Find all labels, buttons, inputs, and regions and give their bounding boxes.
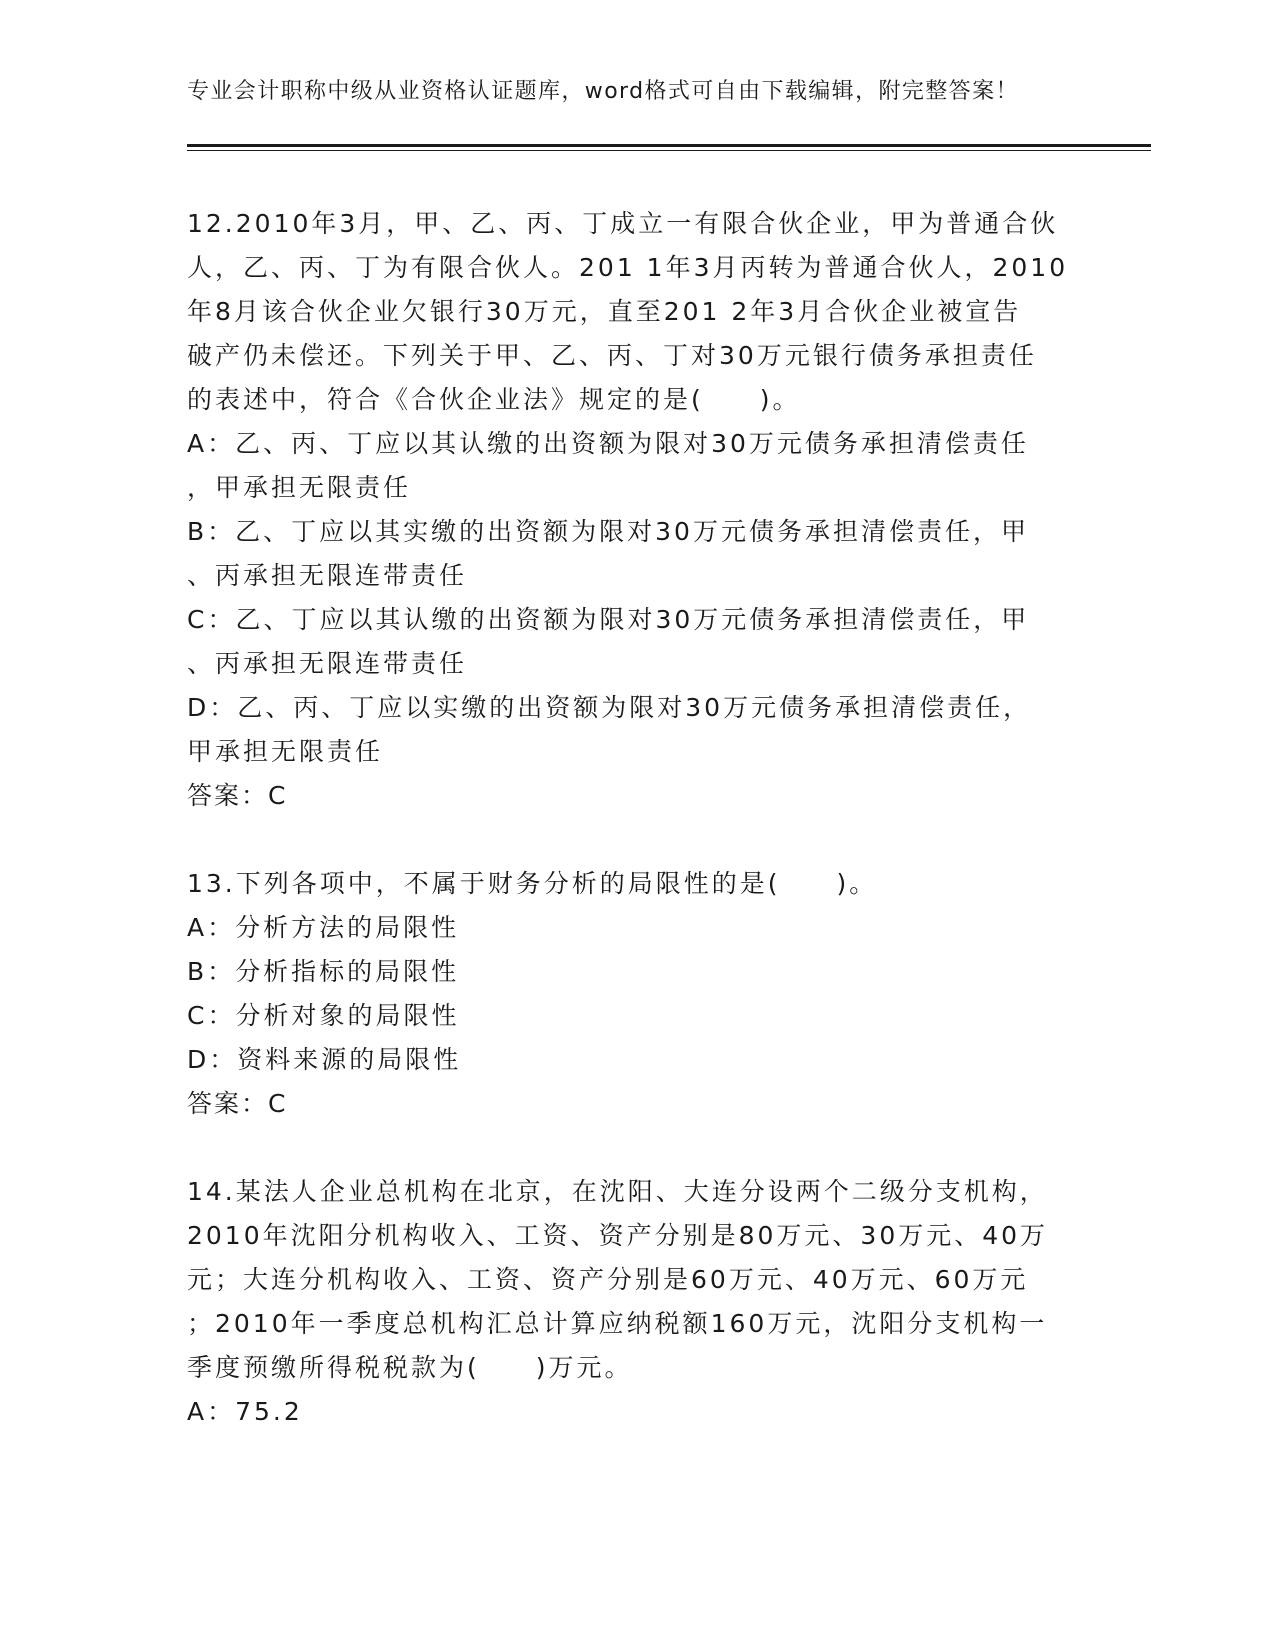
header-rule-thick	[187, 144, 1151, 147]
question-12-option-a-line-1: A：乙、丙、丁应以其认缴的出资额为限对30万元债务承担清偿责任	[187, 429, 1029, 458]
question-12-option-c-line-2: 、丙承担无限连带责任	[187, 649, 468, 678]
question-14-option-a: A：75.2	[187, 1397, 303, 1426]
question-13-answer: 答案：C	[187, 1089, 288, 1118]
question-13-option-c: C：分析对象的局限性	[187, 1001, 460, 1030]
question-12-stem-line-1: 12.2010年3月，甲、乙、丙、丁成立一有限合伙企业，甲为普通合伙	[187, 209, 1059, 238]
question-12-option-b-line-2: 、丙承担无限连带责任	[187, 561, 468, 590]
question-14-stem-line-3: 元；大连分机构收入、工资、资产分别是60万元、40万元、60万元	[187, 1265, 1029, 1294]
question-12-option-d-line-2: 甲承担无限责任	[187, 737, 384, 766]
question-14-stem-line-1: 14.某法人企业总机构在北京，在沈阳、大连分设两个二级分支机构，	[187, 1177, 1048, 1206]
question-14-stem-line-2: 2010年沈阳分机构收入、工资、资产分别是80万元、30万元、40万	[187, 1221, 1049, 1250]
question-12-option-c-line-1: C：乙、丁应以其认缴的出资额为限对30万元债务承担清偿责任，甲	[187, 605, 1030, 634]
question-12-stem-line-3: 年8月该合伙企业欠银行30万元，直至201 2年3月合伙企业被宣告	[187, 297, 1022, 326]
question-13-option-d: D：资料来源的局限性	[187, 1045, 462, 1074]
question-14-stem-line-5: 季度预缴所得税税款为( )万元。	[187, 1353, 633, 1382]
question-13-option-b: B：分析指标的局限性	[187, 957, 460, 986]
header-rule-thin	[187, 150, 1151, 151]
question-12-answer: 答案：C	[187, 781, 288, 810]
question-13-stem-line-1: 13.下列各项中，不属于财务分析的局限性的是( )。	[187, 869, 878, 898]
question-12-stem-line-4: 破产仍未偿还。下列关于甲、乙、丙、丁对30万元银行债务承担责任	[187, 341, 1037, 370]
question-14-stem-line-4: ；2010年一季度总机构汇总计算应纳税额160万元，沈阳分支机构一	[187, 1309, 1048, 1338]
question-12-option-d-line-1: D：乙、丙、丁应以实缴的出资额为限对30万元债务承担清偿责任，	[187, 693, 1032, 722]
question-12-stem-line-2: 人，乙、丙、丁为有限合伙人。201 1年3月丙转为普通合伙人，2010	[187, 253, 1069, 282]
question-12-option-b-line-1: B：乙、丁应以其实缴的出资额为限对30万元债务承担清偿责任，甲	[187, 517, 1029, 546]
question-12-stem-line-5: 的表述中，符合《合伙企业法》规定的是( )。	[187, 385, 801, 414]
page-header: 专业会计职称中级从业资格认证题库，word格式可自由下载编辑，附完整答案！	[187, 79, 1019, 104]
question-13-option-a: A：分析方法的局限性	[187, 913, 460, 942]
question-12-option-a-line-2: ，甲承担无限责任	[187, 473, 412, 502]
